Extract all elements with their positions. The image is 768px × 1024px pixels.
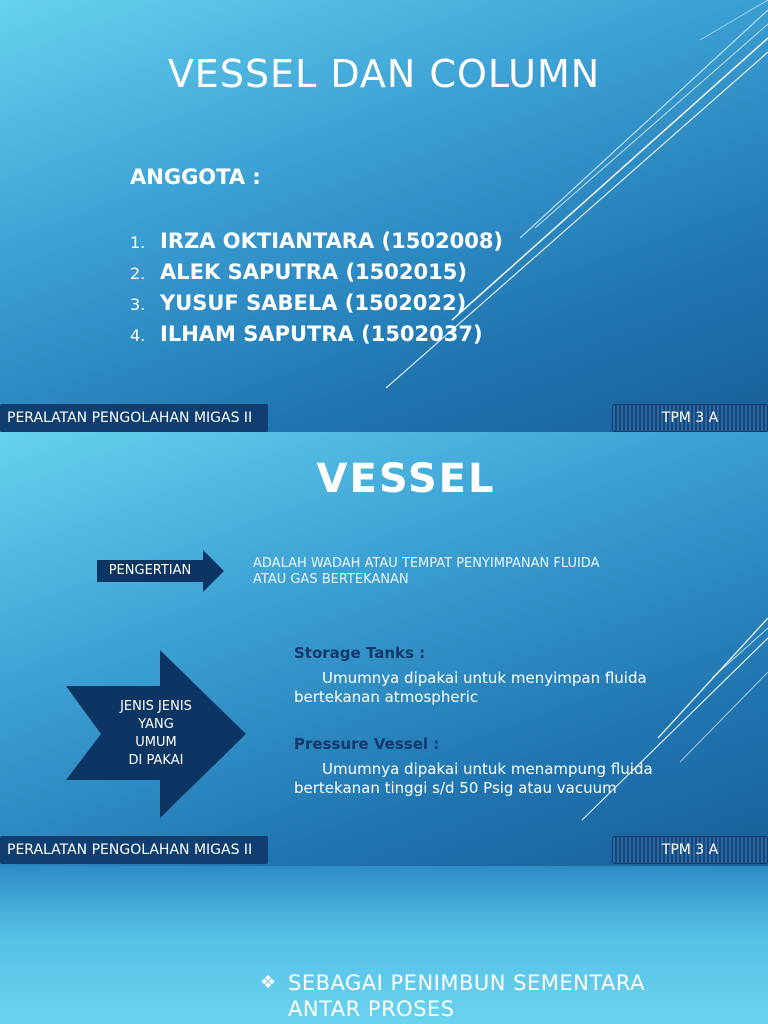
jenis-label — [100, 698, 212, 770]
member-number: 1. — [130, 233, 146, 252]
bullet-colon: : — [428, 735, 440, 753]
member-name: IRZA OKTIANTARA (1502008) — [160, 229, 504, 253]
bullet-title: Pressure Vessel — [294, 735, 429, 753]
bullet-pressure-vessel — [276, 735, 696, 798]
member-name: ILHAM SAPUTRA (1502037) — [160, 322, 483, 346]
footer-course: PERALATAN PENGOLAHAN MIGAS II — [0, 836, 268, 864]
diamond-bullet-icon: ❖ — [260, 972, 277, 993]
footer-course: PERALATAN PENGOLAHAN MIGAS II — [0, 404, 268, 432]
slide-function — [0, 866, 768, 1024]
pengertian-label: PENGERTIAN — [108, 563, 192, 578]
function-text: SEBAGAI PENIMBUN SEMENTARA ANTAR PROSES — [288, 971, 645, 1021]
member-item — [130, 321, 520, 347]
jenis-label-line: YANG — [138, 717, 174, 732]
slide-title — [0, 0, 768, 432]
jenis-label-line: DI PAKAI — [128, 753, 184, 768]
member-name: ALEK SAPUTRA (1502015) — [160, 260, 467, 284]
footer-class: TPM 3 A — [612, 836, 768, 864]
member-item — [130, 259, 520, 285]
member-list — [130, 228, 520, 352]
bullet-description: Umumnya dipakai untuk menyimpan fluida bertekanan atmospheric — [294, 669, 647, 706]
bullet-colon: : — [413, 644, 426, 662]
bullet-description: Umumnya dipakai untuk menampung fluida bertekanan tinggi s/d 50 Psig atau vacuum — [294, 760, 653, 797]
member-item — [130, 228, 520, 254]
member-item — [130, 290, 520, 316]
function-bullet — [260, 970, 720, 1022]
jenis-label-line: UMUM — [135, 735, 177, 750]
bullet-title: Storage Tanks — [294, 644, 414, 662]
bullet-storage-tanks — [276, 644, 696, 707]
member-number: 3. — [130, 295, 146, 314]
member-number: 2. — [130, 264, 146, 283]
slide-title-text: VESSEL — [316, 456, 496, 502]
slide-vessel — [0, 432, 768, 866]
anggota-label: ANGGOTA : — [130, 165, 261, 189]
member-number: 4. — [130, 326, 146, 345]
slide-title-text: VESSEL DAN COLUMN — [167, 52, 601, 96]
pengertian-definition: ADALAH WADAH ATAU TEMPAT PENYIMPANAN FLUIDA ATAU GAS BERTEKANAN — [253, 556, 600, 587]
jenis-label-line: JENIS JENIS — [120, 699, 192, 714]
member-name: YUSUF SABELA (1502022) — [160, 291, 467, 315]
footer-class: TPM 3 A — [612, 404, 768, 432]
